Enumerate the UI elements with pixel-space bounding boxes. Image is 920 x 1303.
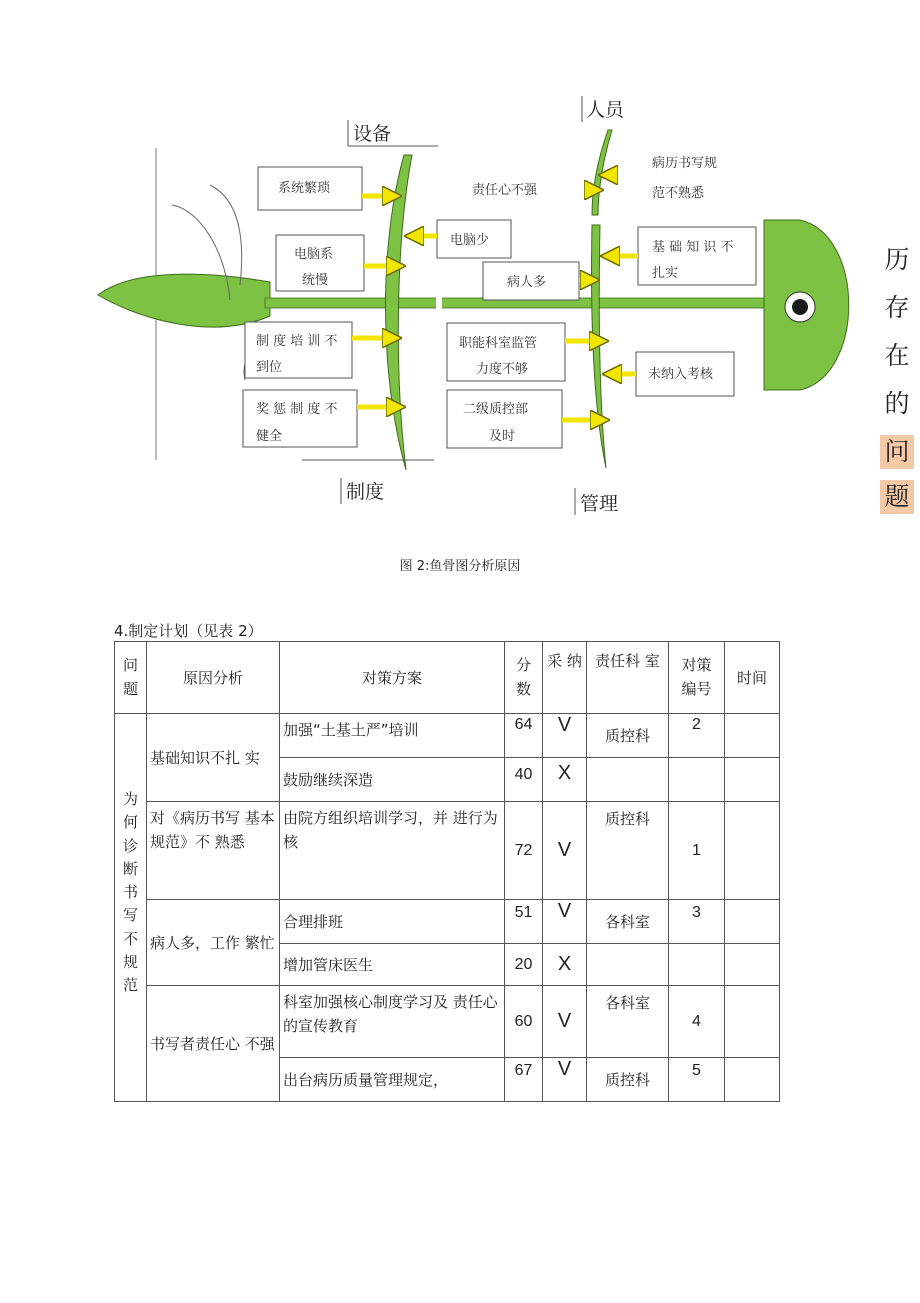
measure-5: 增加管床医生 bbox=[280, 944, 505, 986]
header-cause: 原因分析 bbox=[147, 642, 280, 714]
score-7: 67 bbox=[505, 1058, 543, 1102]
plan-table bbox=[114, 641, 780, 1102]
score-4: 51 bbox=[505, 900, 543, 944]
code-6: 4 bbox=[669, 986, 725, 1058]
table-row bbox=[115, 900, 780, 944]
table-row bbox=[115, 714, 780, 758]
time-2 bbox=[725, 758, 780, 802]
code-3: 1 bbox=[669, 802, 725, 900]
head-char-4: 的 bbox=[884, 389, 910, 418]
fishbone-diagram bbox=[0, 0, 920, 530]
cause-qc-2: 及时 bbox=[489, 429, 516, 444]
cause-system-complex: 系统繁琐 bbox=[278, 181, 331, 196]
adopt-3: V bbox=[543, 802, 587, 900]
cause-pc-slow-1: 电脑系 bbox=[294, 247, 334, 262]
grass-curve-2 bbox=[210, 185, 242, 285]
header-problem: 问 题 bbox=[115, 642, 147, 714]
category-personnel: 人员 bbox=[586, 99, 625, 121]
header-score: 分 数 bbox=[505, 642, 543, 714]
code-4: 3 bbox=[669, 900, 725, 944]
cause-norms: 对《病历书写 基本规范》不 熟悉 bbox=[147, 802, 280, 900]
section-title: 4.制定计划（见表 2） bbox=[114, 622, 263, 640]
dept-1: 质控科 bbox=[587, 714, 669, 758]
spine-gap bbox=[436, 296, 442, 310]
cause-assessment: 未纳入考核 bbox=[648, 367, 714, 382]
measure-7: 出台病历质量管理规定， bbox=[280, 1058, 505, 1102]
code-5 bbox=[669, 944, 725, 986]
header-dept: 责任科 室 bbox=[587, 642, 669, 714]
time-3 bbox=[725, 802, 780, 900]
adopt-4: V bbox=[543, 900, 587, 944]
cause-responsibility: 责任心不强 bbox=[472, 183, 538, 198]
score-3: 72 bbox=[505, 802, 543, 900]
score-5: 20 bbox=[505, 944, 543, 986]
score-1: 64 bbox=[505, 714, 543, 758]
head-char-1: 历 bbox=[884, 245, 910, 274]
table-row bbox=[115, 986, 780, 1058]
problem-cell: 为 何 诊 断 书 写 不 规 范 bbox=[115, 714, 147, 1102]
head-char-2: 存 bbox=[884, 293, 910, 322]
head-char-3: 在 bbox=[884, 341, 910, 370]
adopt-2: X bbox=[543, 758, 587, 802]
code-2 bbox=[669, 758, 725, 802]
score-6: 60 bbox=[505, 986, 543, 1058]
cause-pc-slow-2: 统慢 bbox=[302, 273, 329, 288]
cause-supervision-1: 职能科室监管 bbox=[459, 336, 538, 351]
cause-basic-knowledge: 基础知识不扎 实 bbox=[147, 714, 280, 802]
dept-2 bbox=[587, 758, 669, 802]
head-char-6: 题 bbox=[880, 480, 914, 514]
cause-busy: 病人多，工作 繁忙 bbox=[147, 900, 280, 986]
fish-tail bbox=[98, 274, 270, 327]
dept-7: 质控科 bbox=[587, 1058, 669, 1102]
cause-norms-1: 病历书写规 bbox=[652, 156, 718, 171]
cause-basic-1: 基 础 知 识 不 bbox=[652, 240, 734, 255]
head-char-5: 问 bbox=[880, 435, 914, 469]
header-time: 时间 bbox=[725, 642, 780, 714]
adopt-5: X bbox=[543, 944, 587, 986]
time-1 bbox=[725, 714, 780, 758]
table-row bbox=[115, 802, 780, 900]
category-equipment: 设备 bbox=[353, 123, 392, 145]
time-6 bbox=[725, 986, 780, 1058]
cause-many-patients: 病人多 bbox=[507, 275, 547, 290]
cause-few-pc: 电脑少 bbox=[450, 233, 490, 248]
score-2: 40 bbox=[505, 758, 543, 802]
cause-supervision-2: 力度不够 bbox=[476, 362, 529, 377]
measure-1: 加强“土基土严”培训 bbox=[280, 714, 505, 758]
time-5 bbox=[725, 944, 780, 986]
header-measure: 对策方案 bbox=[280, 642, 505, 714]
dept-3: 质控科 bbox=[587, 802, 669, 900]
time-7 bbox=[725, 1058, 780, 1102]
cause-reward-2: 健全 bbox=[256, 429, 283, 444]
cause-training-2: 到位 bbox=[256, 360, 283, 375]
adopt-1: V bbox=[543, 714, 587, 758]
measure-6: 科室加强核心制度学习及 责任心的宣传教育 bbox=[280, 986, 505, 1058]
time-4 bbox=[725, 900, 780, 944]
dept-6: 各科室 bbox=[587, 986, 669, 1058]
adopt-7: V bbox=[543, 1058, 587, 1102]
cause-qc-1: 二级质控部 bbox=[463, 402, 529, 417]
table-header-row bbox=[115, 642, 780, 714]
cause-training-1: 制 度 培 训 不 bbox=[256, 334, 338, 349]
rib-right-lower bbox=[592, 225, 606, 468]
cause-reward-1: 奖 惩 制 度 不 bbox=[256, 402, 338, 417]
cause-basic-2: 扎实 bbox=[652, 266, 679, 281]
fish-eye-pupil bbox=[792, 299, 808, 315]
dept-4: 各科室 bbox=[587, 900, 669, 944]
measure-2: 鼓励继续深造 bbox=[280, 758, 505, 802]
adopt-6: V bbox=[543, 986, 587, 1058]
cause-norms-2: 范不熟悉 bbox=[652, 186, 705, 201]
cause-responsibility: 书写者责任心 不强 bbox=[147, 986, 280, 1102]
figure-caption: 图 2:鱼骨图分析原因 bbox=[399, 559, 521, 574]
header-code: 对策 编号 bbox=[669, 642, 725, 714]
measure-4: 合理排班 bbox=[280, 900, 505, 944]
category-system: 制度 bbox=[346, 481, 385, 503]
category-management: 管理 bbox=[580, 493, 619, 515]
header-adopt: 采 纳 bbox=[543, 642, 587, 714]
code-7: 5 bbox=[669, 1058, 725, 1102]
measure-3: 由院方组织培训学习，并 进行为核 bbox=[280, 802, 505, 900]
rib-left bbox=[386, 155, 413, 470]
code-1: 2 bbox=[669, 714, 725, 758]
dept-5 bbox=[587, 944, 669, 986]
